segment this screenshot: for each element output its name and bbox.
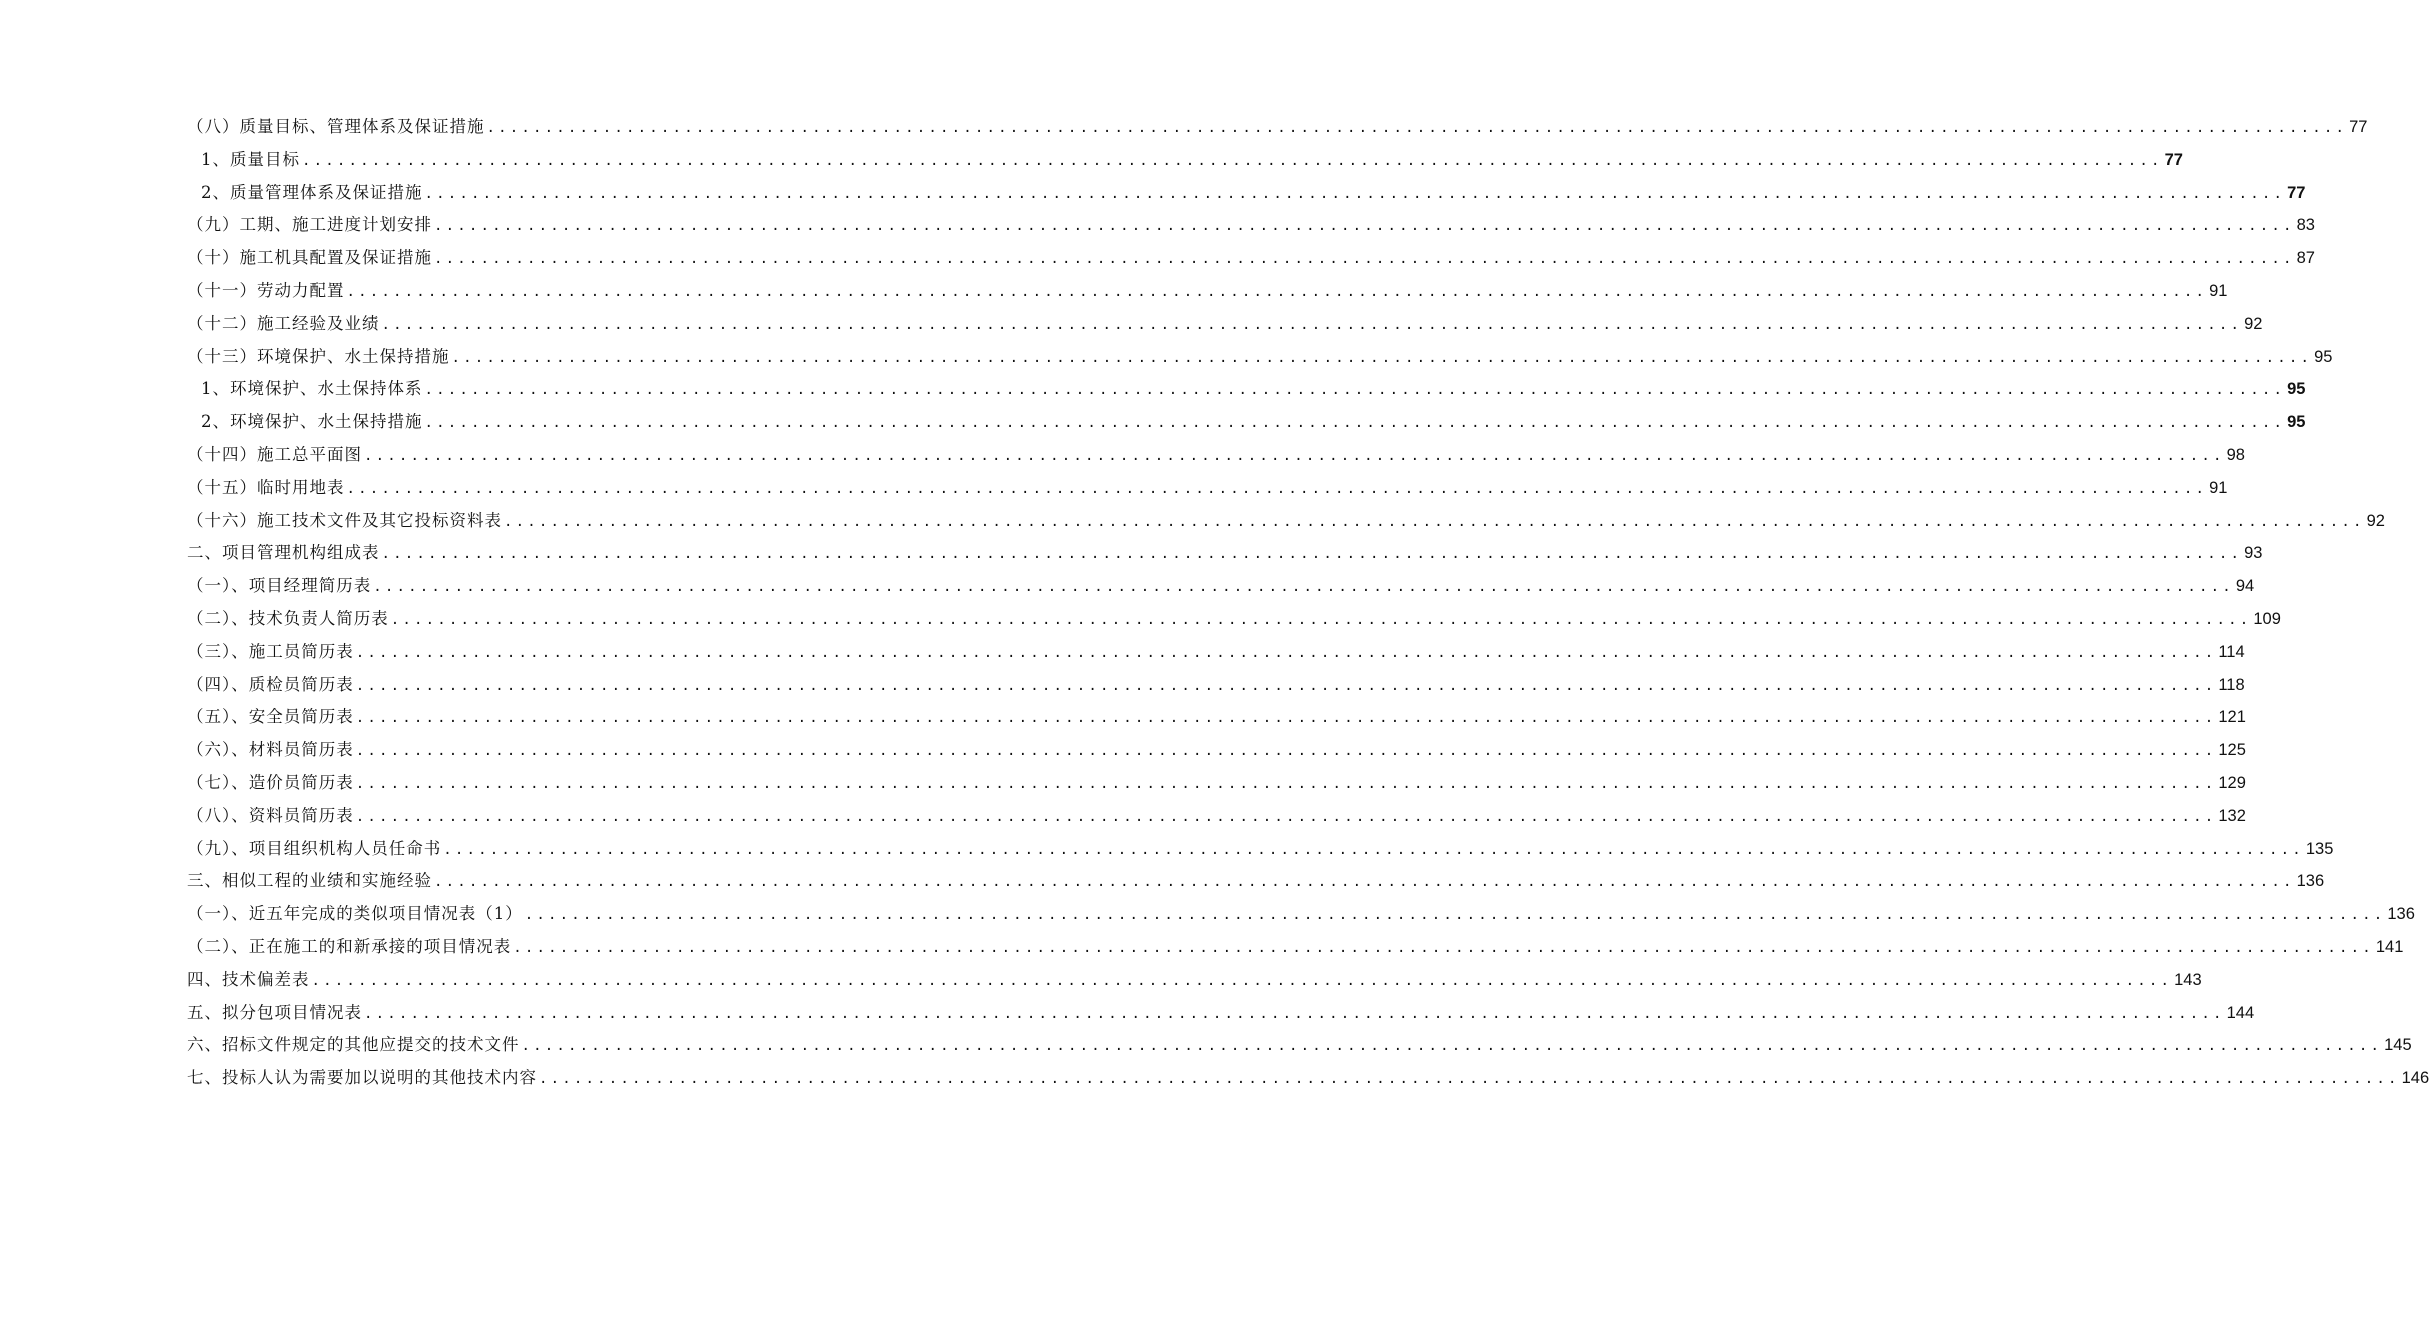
toc-entry-page-number: 129 bbox=[2218, 773, 2246, 792]
toc-entry-title: （二）、技术负责人简历表 bbox=[187, 608, 389, 628]
toc-entry[interactable] bbox=[187, 1062, 2429, 1095]
toc-entry[interactable] bbox=[187, 177, 2306, 210]
toc-entry-title: （十）施工机具配置及保证措施 bbox=[187, 248, 432, 268]
toc-leader-dots: ................................................................................................................................................................ bbox=[539, 1071, 2400, 1088]
toc-entry[interactable] bbox=[187, 275, 2228, 308]
toc-entry-title: （五）、安全员简历表 bbox=[187, 707, 354, 727]
toc-leader-dots: ................................................................................................................................................................ bbox=[311, 972, 2173, 989]
toc-leader-dots: ................................................................................................................................................................ bbox=[424, 415, 2286, 432]
toc-entry-page-number: 95 bbox=[2314, 347, 2333, 366]
toc-entry-title: （七）、造价员简历表 bbox=[187, 772, 354, 792]
toc-entry-page-number: 92 bbox=[2244, 314, 2263, 333]
toc-entry-title: 三、相似工程的业绩和实施经验 bbox=[187, 871, 432, 891]
toc-entry-page-number: 114 bbox=[2218, 642, 2245, 661]
toc-entry-title: （十五）临时用地表 bbox=[187, 477, 345, 497]
toc-entry[interactable] bbox=[187, 308, 2263, 341]
toc-leader-dots: ................................................................................................................................................................ bbox=[373, 579, 2234, 596]
toc-entry-page-number: 136 bbox=[2296, 872, 2325, 891]
toc-entry-page-number: 143 bbox=[2174, 970, 2202, 989]
toc-entry[interactable] bbox=[187, 931, 2404, 964]
toc-entry[interactable] bbox=[187, 865, 2325, 898]
toc-entry[interactable] bbox=[187, 144, 2183, 177]
toc-entry-title: （八）、资料员简历表 bbox=[187, 805, 354, 825]
toc-entry[interactable] bbox=[187, 701, 2246, 734]
toc-entry[interactable] bbox=[187, 406, 2306, 439]
toc-leader-dots: ................................................................................................................................................................ bbox=[390, 611, 2252, 628]
toc-leader-dots: ................................................................................................................................................................ bbox=[486, 120, 2348, 136]
toc-entry[interactable] bbox=[187, 570, 2255, 603]
toc-entry-title: 四、技术偏差表 bbox=[187, 969, 310, 989]
toc-leader-dots: ................................................................................................................................................................ bbox=[302, 152, 2163, 169]
toc-entry-page-number: 141 bbox=[2375, 937, 2404, 956]
toc-entry-title: 七、投标人认为需要加以说明的其他技术内容 bbox=[187, 1068, 537, 1088]
toc-leader-dots: ................................................................................................................................................................ bbox=[355, 710, 2217, 727]
toc-entry-title: 2、质量管理体系及保证措施 bbox=[201, 182, 423, 202]
toc-entry-title: 2、环境保护、水土保持措施 bbox=[201, 412, 423, 432]
toc-entry[interactable] bbox=[187, 242, 2315, 275]
toc-entry-title: （十三）环境保护、水土保持措施 bbox=[187, 346, 450, 366]
toc-leader-dots: ................................................................................................................................................................ bbox=[424, 382, 2286, 399]
toc-leader-dots: ................................................................................................................................................................ bbox=[424, 185, 2286, 202]
toc-leader-dots: ................................................................................................................................................................ bbox=[381, 316, 2243, 333]
toc-entry-page-number: 145 bbox=[2384, 1036, 2412, 1055]
toc-entry[interactable] bbox=[187, 537, 2263, 570]
toc-entry-title: （九）工期、施工进度计划安排 bbox=[187, 215, 432, 235]
toc-leader-dots: ................................................................................................................................................................ bbox=[434, 874, 2295, 891]
toc-leader-dots: ................................................................................................................................................................ bbox=[524, 907, 2386, 924]
toc-entry-title: 五、拟分包项目情况表 bbox=[187, 1002, 362, 1022]
toc-entry-title: 六、招标文件规定的其他应提交的技术文件 bbox=[187, 1035, 520, 1055]
toc-entry-page-number: 136 bbox=[2387, 905, 2415, 924]
toc-entry[interactable] bbox=[187, 505, 2385, 538]
toc-entry-page-number: 95 bbox=[2287, 380, 2306, 399]
toc-entry-page-number: 121 bbox=[2218, 708, 2246, 727]
toc-leader-dots: ................................................................................................................................................................ bbox=[504, 513, 2365, 530]
toc-leader-dots: ................................................................................................................................................................ bbox=[355, 644, 2217, 661]
toc-entry[interactable] bbox=[187, 603, 2281, 636]
toc-entry-title: （十二）施工经验及业绩 bbox=[187, 313, 380, 333]
toc-entry-page-number: 77 bbox=[2287, 183, 2306, 202]
toc-entry[interactable] bbox=[187, 800, 2246, 833]
toc-entry-title: （九）、项目组织机构人员任命书 bbox=[187, 838, 442, 858]
toc-entry-page-number: 94 bbox=[2235, 577, 2255, 596]
toc-entry-title: （三）、施工员简历表 bbox=[187, 641, 354, 661]
toc-leader-dots: ................................................................................................................................................................ bbox=[451, 349, 2313, 366]
toc-leader-dots: ................................................................................................................................................................ bbox=[434, 218, 2295, 235]
toc-entry-page-number: 118 bbox=[2218, 675, 2245, 694]
toc-leader-dots: ................................................................................................................................................................ bbox=[355, 743, 2217, 760]
toc-entry-title: 1、质量目标 bbox=[201, 149, 300, 169]
toc-leader-dots: ................................................................................................................................................................ bbox=[364, 1005, 2225, 1022]
toc-entry-page-number: 83 bbox=[2296, 216, 2315, 235]
toc-entry-page-number: 77 bbox=[2349, 118, 2368, 136]
toc-entry-page-number: 109 bbox=[2253, 609, 2281, 628]
toc-leader-dots: ................................................................................................................................................................ bbox=[434, 251, 2295, 268]
toc-entry-page-number: 92 bbox=[2366, 511, 2385, 530]
toc-entry[interactable] bbox=[187, 833, 2334, 866]
toc-entry[interactable] bbox=[187, 734, 2246, 767]
toc-leader-dots: ................................................................................................................................................................ bbox=[381, 546, 2243, 563]
toc-entry-title: （四）、质检员简历表 bbox=[187, 674, 354, 694]
toc-entry[interactable] bbox=[187, 439, 2245, 472]
toc-entry-title: 二、项目管理机构组成表 bbox=[187, 543, 380, 563]
toc-entry[interactable] bbox=[187, 1029, 2412, 1062]
toc-entry-title: 1、环境保护、水土保持体系 bbox=[201, 379, 423, 399]
toc-entry[interactable] bbox=[187, 636, 2245, 669]
toc-entry-page-number: 95 bbox=[2287, 413, 2306, 432]
toc-entry-title: （一）、近五年完成的类似项目情况表（1） bbox=[187, 904, 523, 924]
toc-entry-title: （十六）施工技术文件及其它投标资料表 bbox=[187, 510, 502, 530]
toc-leader-dots: ................................................................................................................................................................ bbox=[364, 447, 2225, 464]
toc-leader-dots: ................................................................................................................................................................ bbox=[355, 775, 2217, 792]
toc-entry[interactable] bbox=[187, 997, 2255, 1030]
toc-entry-title: （一）、项目经理简历表 bbox=[187, 576, 372, 596]
toc-entry[interactable] bbox=[187, 373, 2306, 406]
toc-entry-title: （六）、材料员简历表 bbox=[187, 740, 354, 760]
toc-entry-title: （二）、正在施工的和新承接的项目情况表 bbox=[187, 936, 512, 956]
toc-entry-page-number: 98 bbox=[2226, 445, 2245, 464]
toc-entry[interactable] bbox=[187, 767, 2246, 800]
toc-entry-page-number: 146 bbox=[2401, 1069, 2429, 1088]
toc-entry[interactable] bbox=[187, 964, 2202, 997]
toc-entry-page-number: 135 bbox=[2305, 839, 2334, 858]
toc-entry-page-number: 132 bbox=[2218, 806, 2246, 825]
toc-entry[interactable] bbox=[187, 209, 2315, 242]
toc-entry[interactable] bbox=[187, 669, 2245, 702]
toc-leader-dots: ................................................................................................................................................................ bbox=[443, 841, 2304, 858]
table-of-contents bbox=[187, 111, 2429, 1095]
toc-entry[interactable] bbox=[187, 472, 2228, 505]
toc-entry-page-number: 91 bbox=[2209, 478, 2228, 497]
toc-leader-dots: ................................................................................................................................................................ bbox=[346, 283, 2208, 300]
toc-entry-page-number: 125 bbox=[2218, 741, 2246, 760]
toc-entry[interactable] bbox=[187, 111, 2368, 144]
toc-entry[interactable] bbox=[187, 341, 2333, 374]
toc-entry-title: （八）质量目标、管理体系及保证措施 bbox=[187, 117, 485, 136]
toc-entry[interactable] bbox=[187, 898, 2415, 931]
toc-entry-page-number: 91 bbox=[2209, 281, 2228, 300]
toc-entry-page-number: 144 bbox=[2226, 1003, 2255, 1022]
toc-entry-title: （十四）施工总平面图 bbox=[187, 444, 362, 464]
toc-leader-dots: ................................................................................................................................................................ bbox=[521, 1038, 2383, 1055]
toc-leader-dots: ................................................................................................................................................................ bbox=[355, 808, 2217, 825]
toc-entry-page-number: 87 bbox=[2296, 249, 2315, 268]
toc-entry-title: （十一）劳动力配置 bbox=[187, 280, 345, 300]
toc-entry-page-number: 77 bbox=[2164, 150, 2183, 169]
toc-leader-dots: ................................................................................................................................................................ bbox=[346, 480, 2208, 497]
toc-entry-page-number: 93 bbox=[2244, 544, 2263, 563]
toc-leader-dots: ................................................................................................................................................................ bbox=[355, 677, 2217, 694]
toc-leader-dots: ................................................................................................................................................................ bbox=[513, 939, 2374, 956]
